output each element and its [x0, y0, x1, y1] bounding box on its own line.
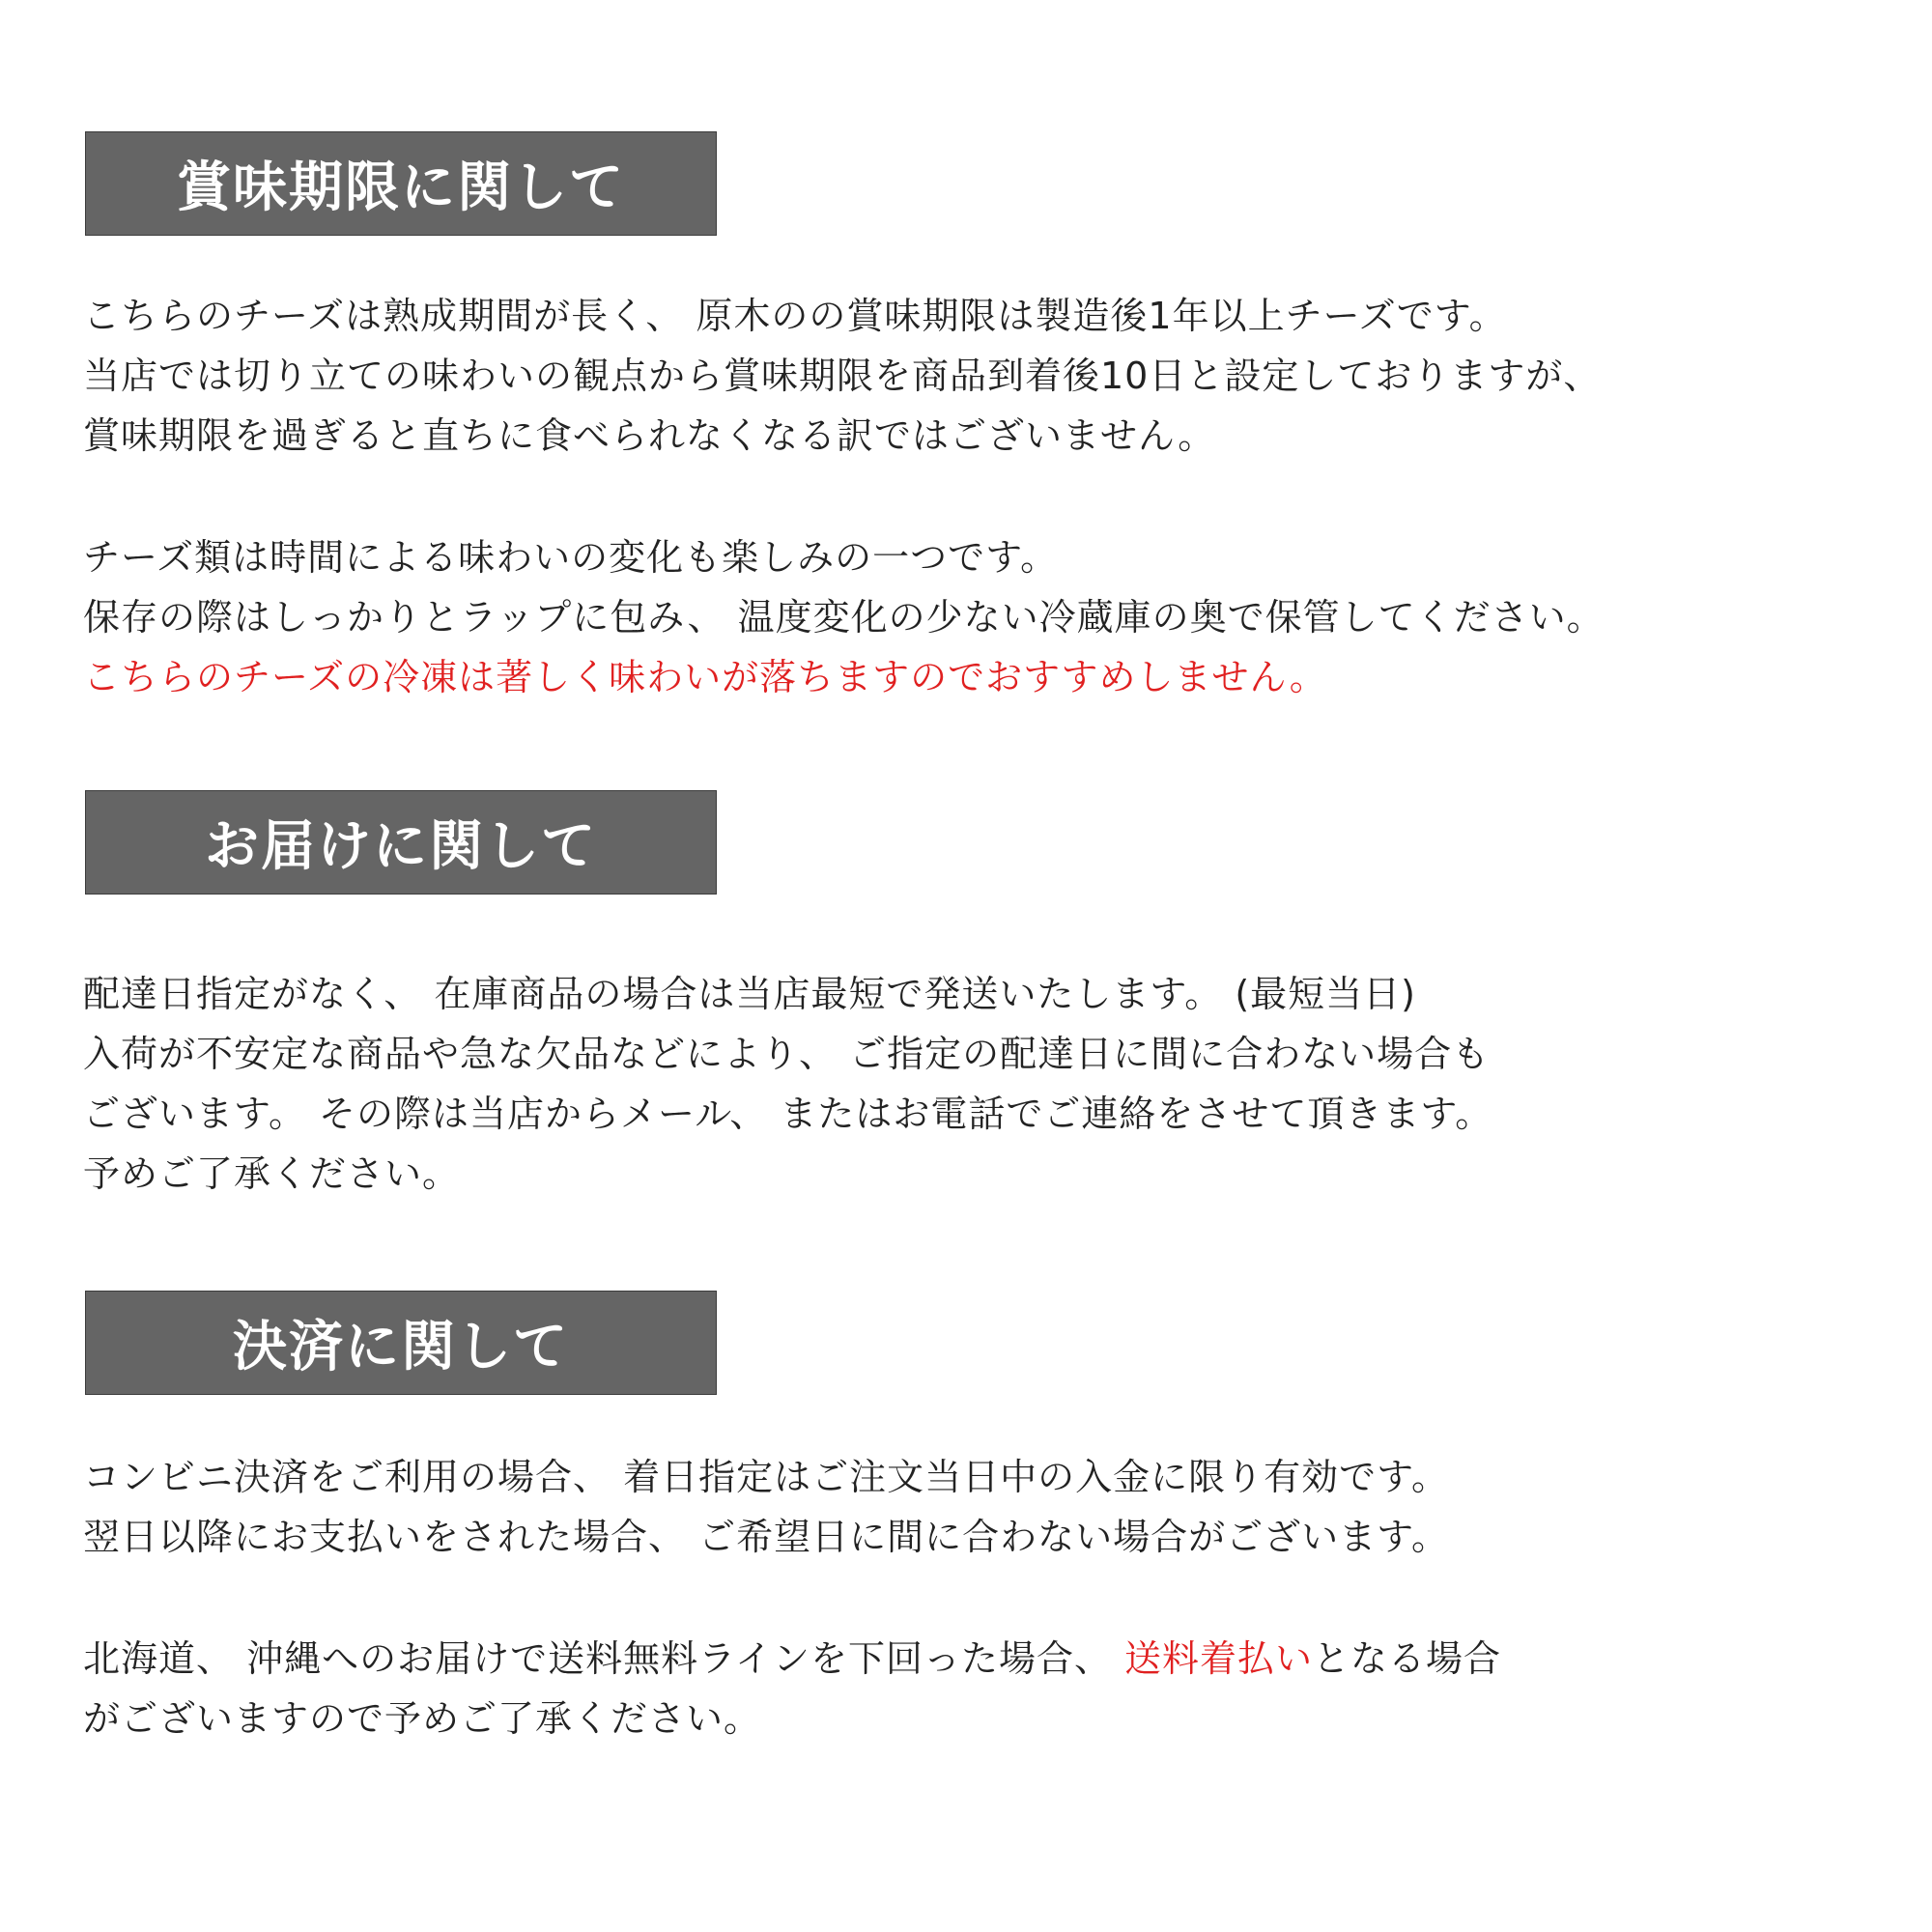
section-title-delivery: お届けに関して: [205, 815, 597, 878]
shipping-note-before: 北海道、 沖縄へのお届けで送料無料ラインを下回った場合、: [83, 1637, 1125, 1680]
shipping-note-after: となる場合: [1313, 1637, 1502, 1680]
text-line: 当店では切り立ての味わいの観点から賞味期限を商品到着後10日と設定しておりますが、: [83, 355, 1602, 397]
expiry-paragraph-1: [83, 286, 1918, 466]
text-line: 翌日以降にお支払いをされた場合、 ご希望日に間に合わない場合がございます。: [83, 1516, 1450, 1558]
section-title-payment: 決済に関して: [233, 1316, 569, 1378]
text-line: がございますので予めご了承ください。: [83, 1697, 762, 1740]
delivery-paragraph: [83, 964, 1918, 1204]
text-line: ございます。 その際は当店からメール、 またはお電話でご連絡をさせて頂きます。: [83, 1093, 1493, 1135]
cash-on-delivery-highlight: 送料着払い: [1124, 1637, 1314, 1680]
text-line: 配達日指定がなく、 在庫商品の場合は当店最短で発送いたします。 (最短当日): [83, 973, 1417, 1015]
section-header-payment: [85, 1291, 717, 1395]
text-line: 保存の際はしっかりとラップに包み、 温度変化の少ない冷蔵庫の奥で保管してください。: [83, 596, 1605, 639]
section-title-expiry: 賞味期限に関して: [177, 156, 625, 219]
section-header-delivery: [85, 790, 717, 895]
section-header-expiry: [85, 131, 717, 236]
text-line: コンビニ決済をご利用の場合、 着日指定はご注文当日中の入金に限り有効です。: [83, 1456, 1450, 1498]
payment-paragraph-1: [83, 1447, 1918, 1567]
expiry-paragraph-2: [83, 527, 1918, 707]
text-line: 入荷が不安定な商品や急な欠品などにより、 ご指定の配達日に間に合わない場合も: [83, 1033, 1491, 1075]
payment-paragraph-2: [83, 1629, 1918, 1748]
freezing-warning: こちらのチーズの冷凍は著しく味わいが落ちますのでおすすめしません。: [83, 656, 1327, 698]
text-line: こちらのチーズは熟成期間が長く、 原木のの賞味期限は製造後1年以上チーズです。: [83, 295, 1507, 337]
text-line: チーズ類は時間による味わいの変化も楽しみの一つです。: [83, 536, 1059, 579]
text-line: [83, 1629, 1918, 1689]
text-line: 賞味期限を過ぎると直ちに食べられなくなる訳ではございません。: [83, 414, 1216, 457]
text-line: 予めご了承ください。: [83, 1152, 461, 1195]
